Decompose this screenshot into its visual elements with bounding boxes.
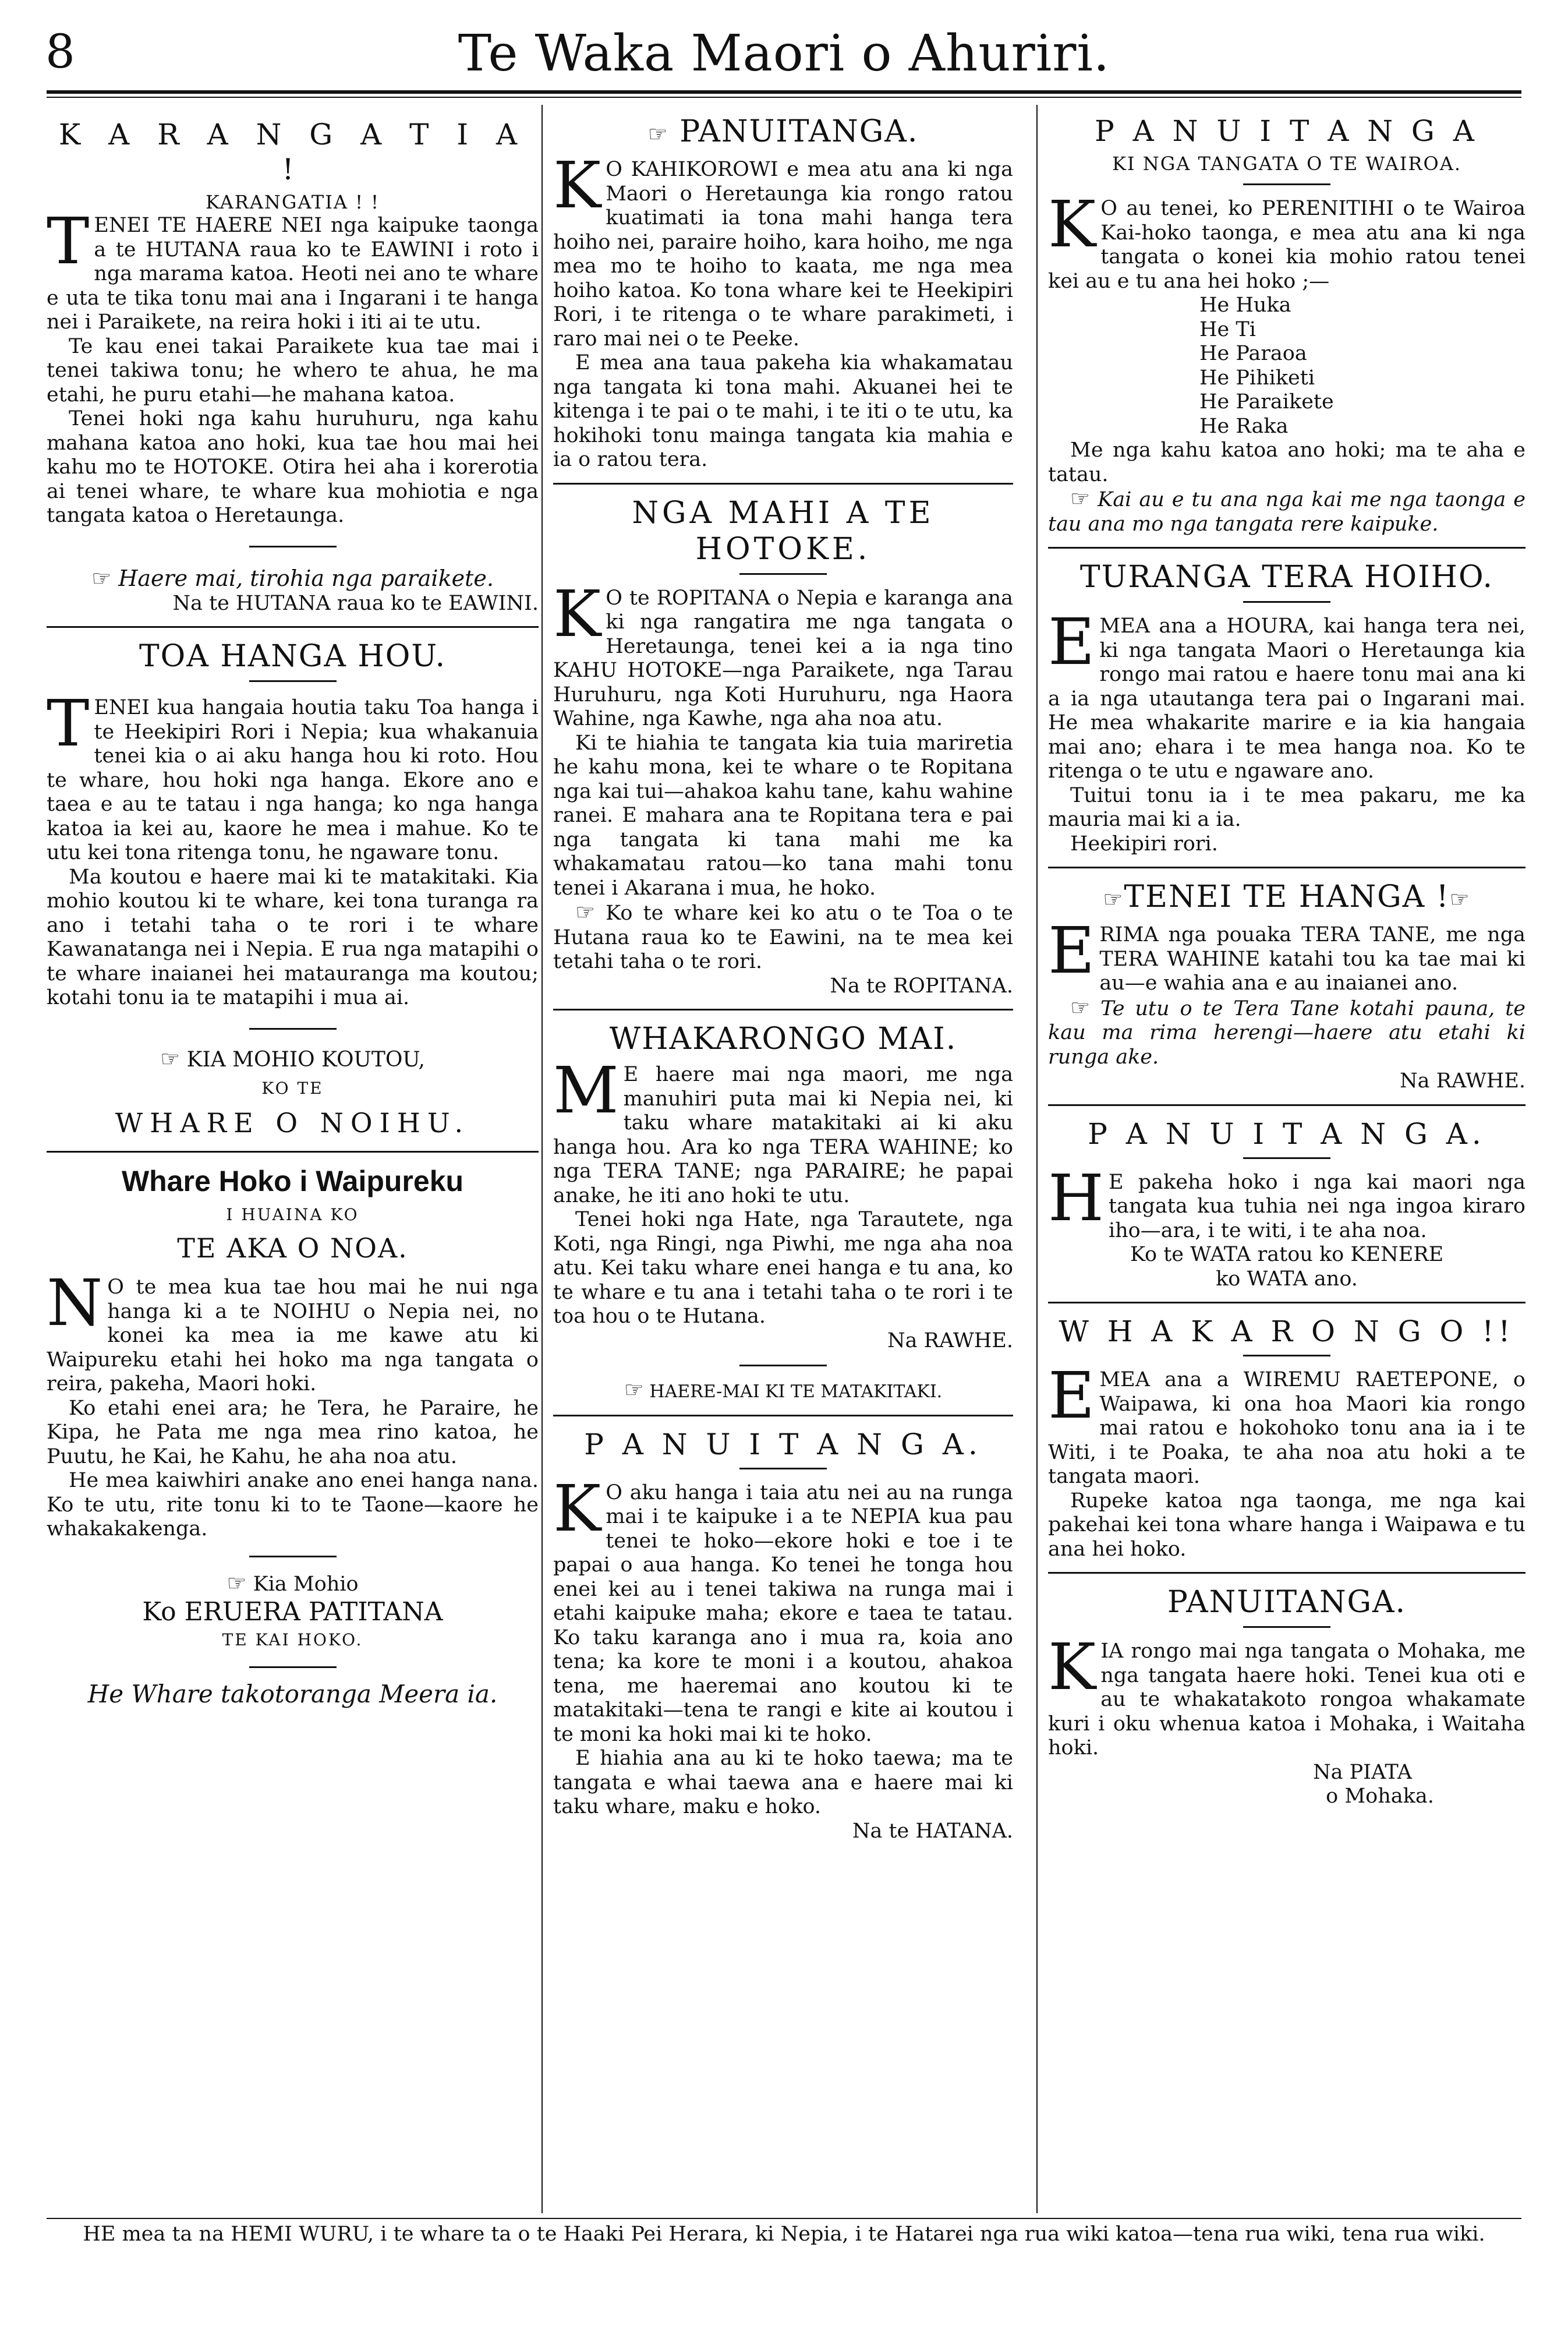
ad-paragraph: MEA ana a HOURA, kai hanga tera nei, ki nga tangata Maori o Heretaunga kia rongo mai ratou e haere tonu mai ana ki a ia nga utautanga tera pai o Ingarani mai. He mea whakarite marire e ia kia hangaia mai ano; ehara i te mea hanga noa. Ko te ritenga o te utu e ngaware ano.	[1048, 614, 1525, 783]
divider	[1048, 867, 1525, 868]
divider	[1048, 1104, 1525, 1106]
ad-title: Whare Hoko i Waipureku	[121, 1164, 464, 1197]
drop-cap: T	[47, 686, 90, 761]
ad-title: P A N U I T A N G A	[1095, 114, 1479, 148]
ad-paragraph: O te ROPITANA o Nepia e karanga ana ki nga rangatira me nga tangata o Heretaunga, tenei kei a ia nga tino KAHU HOTOKE—nga Paraikete, nga Tarau Huruhuru, nga Koti Huruhuru, nga Haora Wahine, nga Kawhe, nga aha noa atu.	[553, 586, 1013, 730]
ad-title: PANUITANGA.	[1167, 1585, 1407, 1620]
ad-paragraph: Te kau enei takai Paraikete kua tae mai i tenei takiwa tonu; he whero te ahua, he ma etahi, he puru etahi—he mahana katoa.	[47, 334, 539, 407]
divider	[739, 1468, 827, 1469]
ad-paragraph: ENEI TE HAERE NEI nga kaipuke taonga a te HUTANA raua ko te EAWINI i roto i nga marama katoa. Heoti nei ano te whare e uta te tika tonu mai ana i Ingarani i te hanga nei i Paraikete, na reira hoki i iti ai te utu.	[47, 214, 539, 334]
ad-subtitle: I HUAINA KO	[226, 1204, 359, 1224]
divider	[553, 483, 1013, 485]
footer-rule	[47, 2218, 1521, 2219]
ad-paragraph: Tuitui tonu ia i te mea pakaru, me ka mauria mai ki a ia.	[1048, 783, 1525, 831]
turanga-ad	[1048, 559, 1525, 856]
drop-cap: K	[1048, 1630, 1096, 1704]
ad-paragraph: He mea kaiwhiri anake ano enei hanga nana. Ko te utu, rite tonu ki to te Taone—kaore he whakakakenga.	[47, 1469, 539, 1541]
ad-signature: Ko ERUERA PATITANA	[142, 1597, 443, 1627]
list-item: He Huka	[1199, 294, 1291, 317]
ad-paragraph: Ki te hiahia te tangata kia tuia mariretia he kahu mona, kei te whare o te Ropitana nga kai tui—ahakoa kahu tane, kahu wahine ranei. E mahara ana te Ropitana tera e pai nga tangata ki tana mahi me ka whakamatau ratou—ko tana mahi tonu tenei i Akarana i mua, he hoko.	[553, 731, 1013, 900]
ad-paragraph: Ko te whare kei ko atu o te Toa o te Hutana raua ko te Eawini, na te mea kei tetahi taha o te rori.	[553, 902, 1013, 973]
masthead-title: Te Waka Maori o Ahuriri.	[458, 24, 1110, 83]
ad-title: TURANGA TERA HOIHO.	[1079, 560, 1494, 595]
imprint-footer: HE mea ta na HEMI WURU, i te whare ta o te Haaki Pei Herara, ki Nepia, i te Hatarei nga rua wiki katoa—tena rua wiki, tena rua wiki.	[83, 2223, 1485, 2246]
pointing-hand-icon: ☞	[647, 121, 669, 147]
pointing-hand-icon: ☞	[624, 1377, 644, 1402]
ad-paragraph: Ma koutou e haere mai ki te matakitaki. Kia mohio koutou ki te whare, kei tona turanga ra ano i tetahi taha o te rori i te whare Kawanatanga nei i Nepia. E rua nga matapihi o te whare inaianei hei matauranga ma koutou; kotahi tonu ia te matapihi i mua ai.	[47, 865, 539, 1009]
hatana-ad	[553, 1427, 1013, 1844]
drop-cap: M	[553, 1053, 619, 1128]
ad-line: Kia Mohio	[253, 1572, 359, 1596]
ad-signature: Na te ROPITANA.	[830, 974, 1013, 998]
list-item: He Raka	[1199, 414, 1289, 438]
top-rule-thin	[47, 97, 1521, 98]
ad-signature: Ko te WATA ratou ko KENERE	[1130, 1243, 1444, 1266]
ad-paragraph: ENEI kua hangaia houtia taku Toa hanga i te Heekipiri Rori i Nepia; kua whakanuia tenei kia o ai aku hanga hou ki roto. Hou te whare, hou hoki nga hanga. Ekore ano e taea e au te tatau i nga hanga; ko nga hanga katoa ia kei au, kaore he mea i mahue. Ko te utu kei tona ritenga tonu, he ngaware tonu.	[47, 696, 539, 864]
ad-title: TENEI TE HANGA !	[1124, 879, 1450, 914]
list-item: He Ti	[1199, 317, 1256, 341]
ad-signature: Na RAWHE.	[1400, 1069, 1525, 1093]
drop-cap: H	[1048, 1160, 1104, 1235]
wairoa-ad	[1048, 114, 1525, 536]
column-separator	[541, 105, 543, 2213]
ad-paragraph: Rupeke katoa nga taonga, me nga kai pakehai kei tona whare hanga i Waipawa e tu ana hei hoko.	[1048, 1489, 1525, 1561]
tenei-ad	[1048, 879, 1525, 1094]
ad-note: Haere mai, tirohia nga paraikete.	[118, 565, 494, 591]
ad-paragraph: E pakeha hoko i nga kai maori nga tangata kua tuhia nei nga ingoa kiraro iho—ara, i te witi, i te aha noa.	[1108, 1170, 1525, 1242]
ad-paragraph: IA rongo mai nga tangata o Mohaka, me nga tangata haere hoki. Tenei kua oti e au te whakatakoto rongoa whakamate kuri i oku whenua katoa i Mohaka, i Waitaha hoki.	[1048, 1640, 1525, 1759]
ad-note: Te utu o te Tera Tane kotahi pauna, te kau ma rima herengi—haere atu etahi ki runga ake.	[1048, 997, 1525, 1069]
ad-paragraph: Me nga kahu katoa ano hoki; ma te aha e tatau.	[1048, 439, 1525, 486]
hotoke-ad	[553, 495, 1013, 999]
divider	[249, 1666, 337, 1668]
noihu-ad	[47, 1047, 539, 1140]
ad-title: P A N U I T A N G A.	[584, 1427, 982, 1461]
divider	[47, 626, 539, 628]
drop-cap: K	[553, 576, 601, 651]
ad-paragraph: E haere mai nga maori, me nga manuhiri puta mai ki Nepia nei, ki taku whare matakitaki ai ki aku hanga hou. Ara ko nga TERA WAHINE; ko nga TERA TANE; nga PARAIRE; he papai anake, he iti ano hoki te utu.	[553, 1063, 1013, 1207]
ad-title: WHAKARONGO MAI.	[609, 1022, 957, 1057]
ad-paragraph: Tenei hoki nga kahu huruhuru, nga kahu mahana katoa ano hoki, kua tae hou mai hei kahu mo te HOTOKE. Otira hei aha i korerotia ai tenei whare, te whare kua mohiotia e nga tangata katoa o Heretaunga.	[47, 407, 539, 527]
ad-signature: Na RAWHE.	[887, 1329, 1013, 1352]
ad-paragraph: O au tenei, ko PERENITIHI o te Wairoa Kai-hoko taonga, e mea atu ana ki nga tangata o konei kia mohio ratou tenei kei au e tu ana hei hoko ;—	[1048, 197, 1525, 293]
pointing-hand-icon: ☞	[1449, 886, 1471, 912]
ad-paragraph: RIMA nga pouaka TERA TANE, me nga TERA WAHINE katahi tou ka tae mai ki au—e wahia ana e au inaianei ano.	[1099, 923, 1525, 995]
divider	[1048, 1572, 1525, 1574]
ad-title: W H A K A R O N G O !!	[1059, 1315, 1515, 1348]
drop-cap: N	[47, 1266, 103, 1340]
drop-cap: K	[1048, 187, 1096, 262]
ad-footer: He Whare takotoranga Meera ia.	[87, 1679, 498, 1708]
column-separator	[1036, 105, 1038, 2213]
ad-title: TOA HANGA HOU.	[139, 639, 446, 674]
page-number: 8	[45, 24, 75, 79]
ad-title: K A R A N G A T I A !	[58, 118, 527, 186]
kahikorowi-ad	[553, 114, 1013, 472]
pointing-hand-icon: ☞	[575, 899, 596, 925]
ad-paragraph: O te mea kua tae hou mai he nui nga hanga ki a te NOIHU o Nepia nei, no konei ka mea ia me kawe atu ki Waipureku etahi hei hoko ma nga tangata o reira, pakeha, Maori hoki.	[47, 1276, 539, 1395]
divider	[249, 546, 337, 547]
toa-ad	[47, 638, 539, 1010]
drop-cap: E	[1048, 913, 1095, 988]
divider	[1243, 1626, 1330, 1628]
ad-signature: Na te HUTANA raua ko te EAWINI.	[172, 591, 539, 615]
divider	[249, 1556, 337, 1557]
drop-cap: E	[1048, 1358, 1095, 1433]
pointing-hand-icon: ☞	[91, 565, 112, 591]
ad-note: HAERE-MAI KI TE MATAKITAKI.	[649, 1382, 943, 1402]
divider	[249, 1028, 337, 1030]
ad-paragraph: E hiahia ana au ki te hoko taewa; ma te tangata e whai taewa ana e haere mai ki taku whare, maku e hoko.	[553, 1747, 1013, 1818]
ad-line: KO TE	[261, 1079, 324, 1098]
ad-paragraph: Heekipiri rori.	[1070, 832, 1218, 856]
drop-cap: T	[47, 204, 90, 278]
column-2	[553, 114, 1013, 1843]
column-1	[47, 114, 539, 1706]
top-rule	[47, 90, 1521, 94]
list-item: He Pihiketi	[1199, 366, 1315, 390]
ad-signature: o Mohaka.	[1326, 1785, 1434, 1808]
ad-subtitle: TE AKA O NOA.	[177, 1232, 408, 1264]
divider	[553, 1009, 1013, 1010]
drop-cap: K	[553, 148, 601, 222]
waipureku-ad	[47, 1163, 539, 1706]
pointing-hand-icon: ☞	[1070, 486, 1091, 511]
ad-signature: ko WATA ano.	[1216, 1267, 1358, 1291]
ad-title: PANUITANGA.	[679, 114, 919, 149]
pointing-hand-icon: ☞	[226, 1570, 247, 1596]
ad-paragraph: Ko etahi enei ara; he Tera, he Paraire, he Kipa, he Pata me nga mea rino katoa, he Puutu, he Kai, he Kahu, he aha noa atu.	[47, 1396, 539, 1468]
raetepone-ad	[1048, 1314, 1525, 1561]
pointing-hand-icon: ☞	[1103, 886, 1124, 912]
divider	[1243, 601, 1330, 603]
list-item: He Paraikete	[1199, 390, 1334, 414]
divider	[1243, 1355, 1330, 1356]
ad-subtitle: KARANGATIA ! !	[206, 191, 380, 213]
ad-title: NGA MAHI A TE HOTOKE.	[632, 495, 935, 567]
item-list	[1199, 294, 1525, 439]
divider	[1048, 1302, 1525, 1303]
ad-signature: Na PIATA	[1312, 1760, 1413, 1784]
ad-signature: Na te HATANA.	[852, 1819, 1013, 1843]
ad-line: TE KAI HOKO.	[222, 1630, 363, 1649]
divider	[1243, 1157, 1330, 1159]
divider	[739, 1365, 827, 1366]
divider	[553, 1415, 1013, 1416]
divider	[739, 573, 827, 575]
whakarongo-ad	[553, 1021, 1013, 1404]
ad-paragraph: E mea ana taua pakeha kia whakamatau nga tangata ki tona mahi. Akuanei hei te kitenga i te pai o te mahi, i te iti o te utu, ka hokihoki tonu mainga tangata kia mahia e ia o ratou tera.	[553, 351, 1013, 471]
divider	[249, 680, 337, 682]
ad-paragraph: Tenei hoki nga Hate, nga Tarautete, nga Koti, nga Ringi, nga Piwhi, me nga aha noa atu. Kei taku whare enei hanga e tu ana, ko te whare e tu ana i tetahi taha o te rori i te toa hou o te Hutana.	[553, 1208, 1013, 1328]
divider	[47, 1151, 539, 1153]
ad-line: KIA MOHIO KOUTOU,	[186, 1047, 425, 1072]
divider	[1048, 547, 1525, 549]
ad-paragraph: MEA ana a WIREMU RAETEPONE, o Waipawa, ki ona hoa Maori kia rongo mai ratou e hokohoko tonu ana ia i te Witi, i te Poaka, te aha noa atu hoki a te tangata maori.	[1048, 1368, 1525, 1488]
ad-line: WHARE O NOIHU.	[115, 1107, 470, 1139]
mohaka-ad	[1048, 1584, 1525, 1809]
ad-subtitle: KI NGA TANGATA O TE WAIROA.	[1112, 153, 1461, 175]
column-3	[1048, 114, 1525, 1809]
pointing-hand-icon: ☞	[160, 1045, 180, 1072]
drop-cap: K	[553, 1471, 601, 1546]
pointing-hand-icon: ☞	[1070, 994, 1091, 1020]
divider	[1243, 183, 1330, 185]
kenere-ad	[1048, 1116, 1525, 1292]
drop-cap: E	[1048, 605, 1095, 679]
ad-paragraph: O aku hanga i taia atu nei au na runga mai i te kaipuke i a te NEPIA kua pau tenei te hoko—ekore hoki e toe i te papai o aua hanga. Ko tenei he tonga hou enei kei au i tenei takiwa na runga mai i etahi kaipuke maha; ekore e taea te tatau. Ko taku karanga ano i mua ra, koia ano tena; ka kore te moni i a koutou, ahakoa tena, me haeremai ano koutou ki te matakitaki—tena te rangi e kite ai koutou i te moni ka hoki mai ki te hoko.	[553, 1481, 1013, 1746]
karangatia-ad	[47, 117, 539, 616]
ad-title: P A N U I T A N G A.	[1088, 1116, 1486, 1151]
ad-paragraph: O KAHIKOROWI e mea atu ana ki nga Maori o Heretaunga kia rongo ratou kuatimati ia tona mahi hanga tera hoiho nei, paraire hoiho, kara hoiho, me nga mea mo te hoiho to kaata, me nga mea hoiho katoa. Ko tona whare kei te Heekipiri Rori, i te ritenga o te whare parakimeti, i raro mai nei o te Peeke.	[553, 158, 1013, 351]
list-item: He Paraoa	[1199, 342, 1307, 365]
ad-note: Kai au e tu ana nga kai me nga taonga e tau ana mo nga tangata rere kaipuke.	[1048, 488, 1525, 536]
